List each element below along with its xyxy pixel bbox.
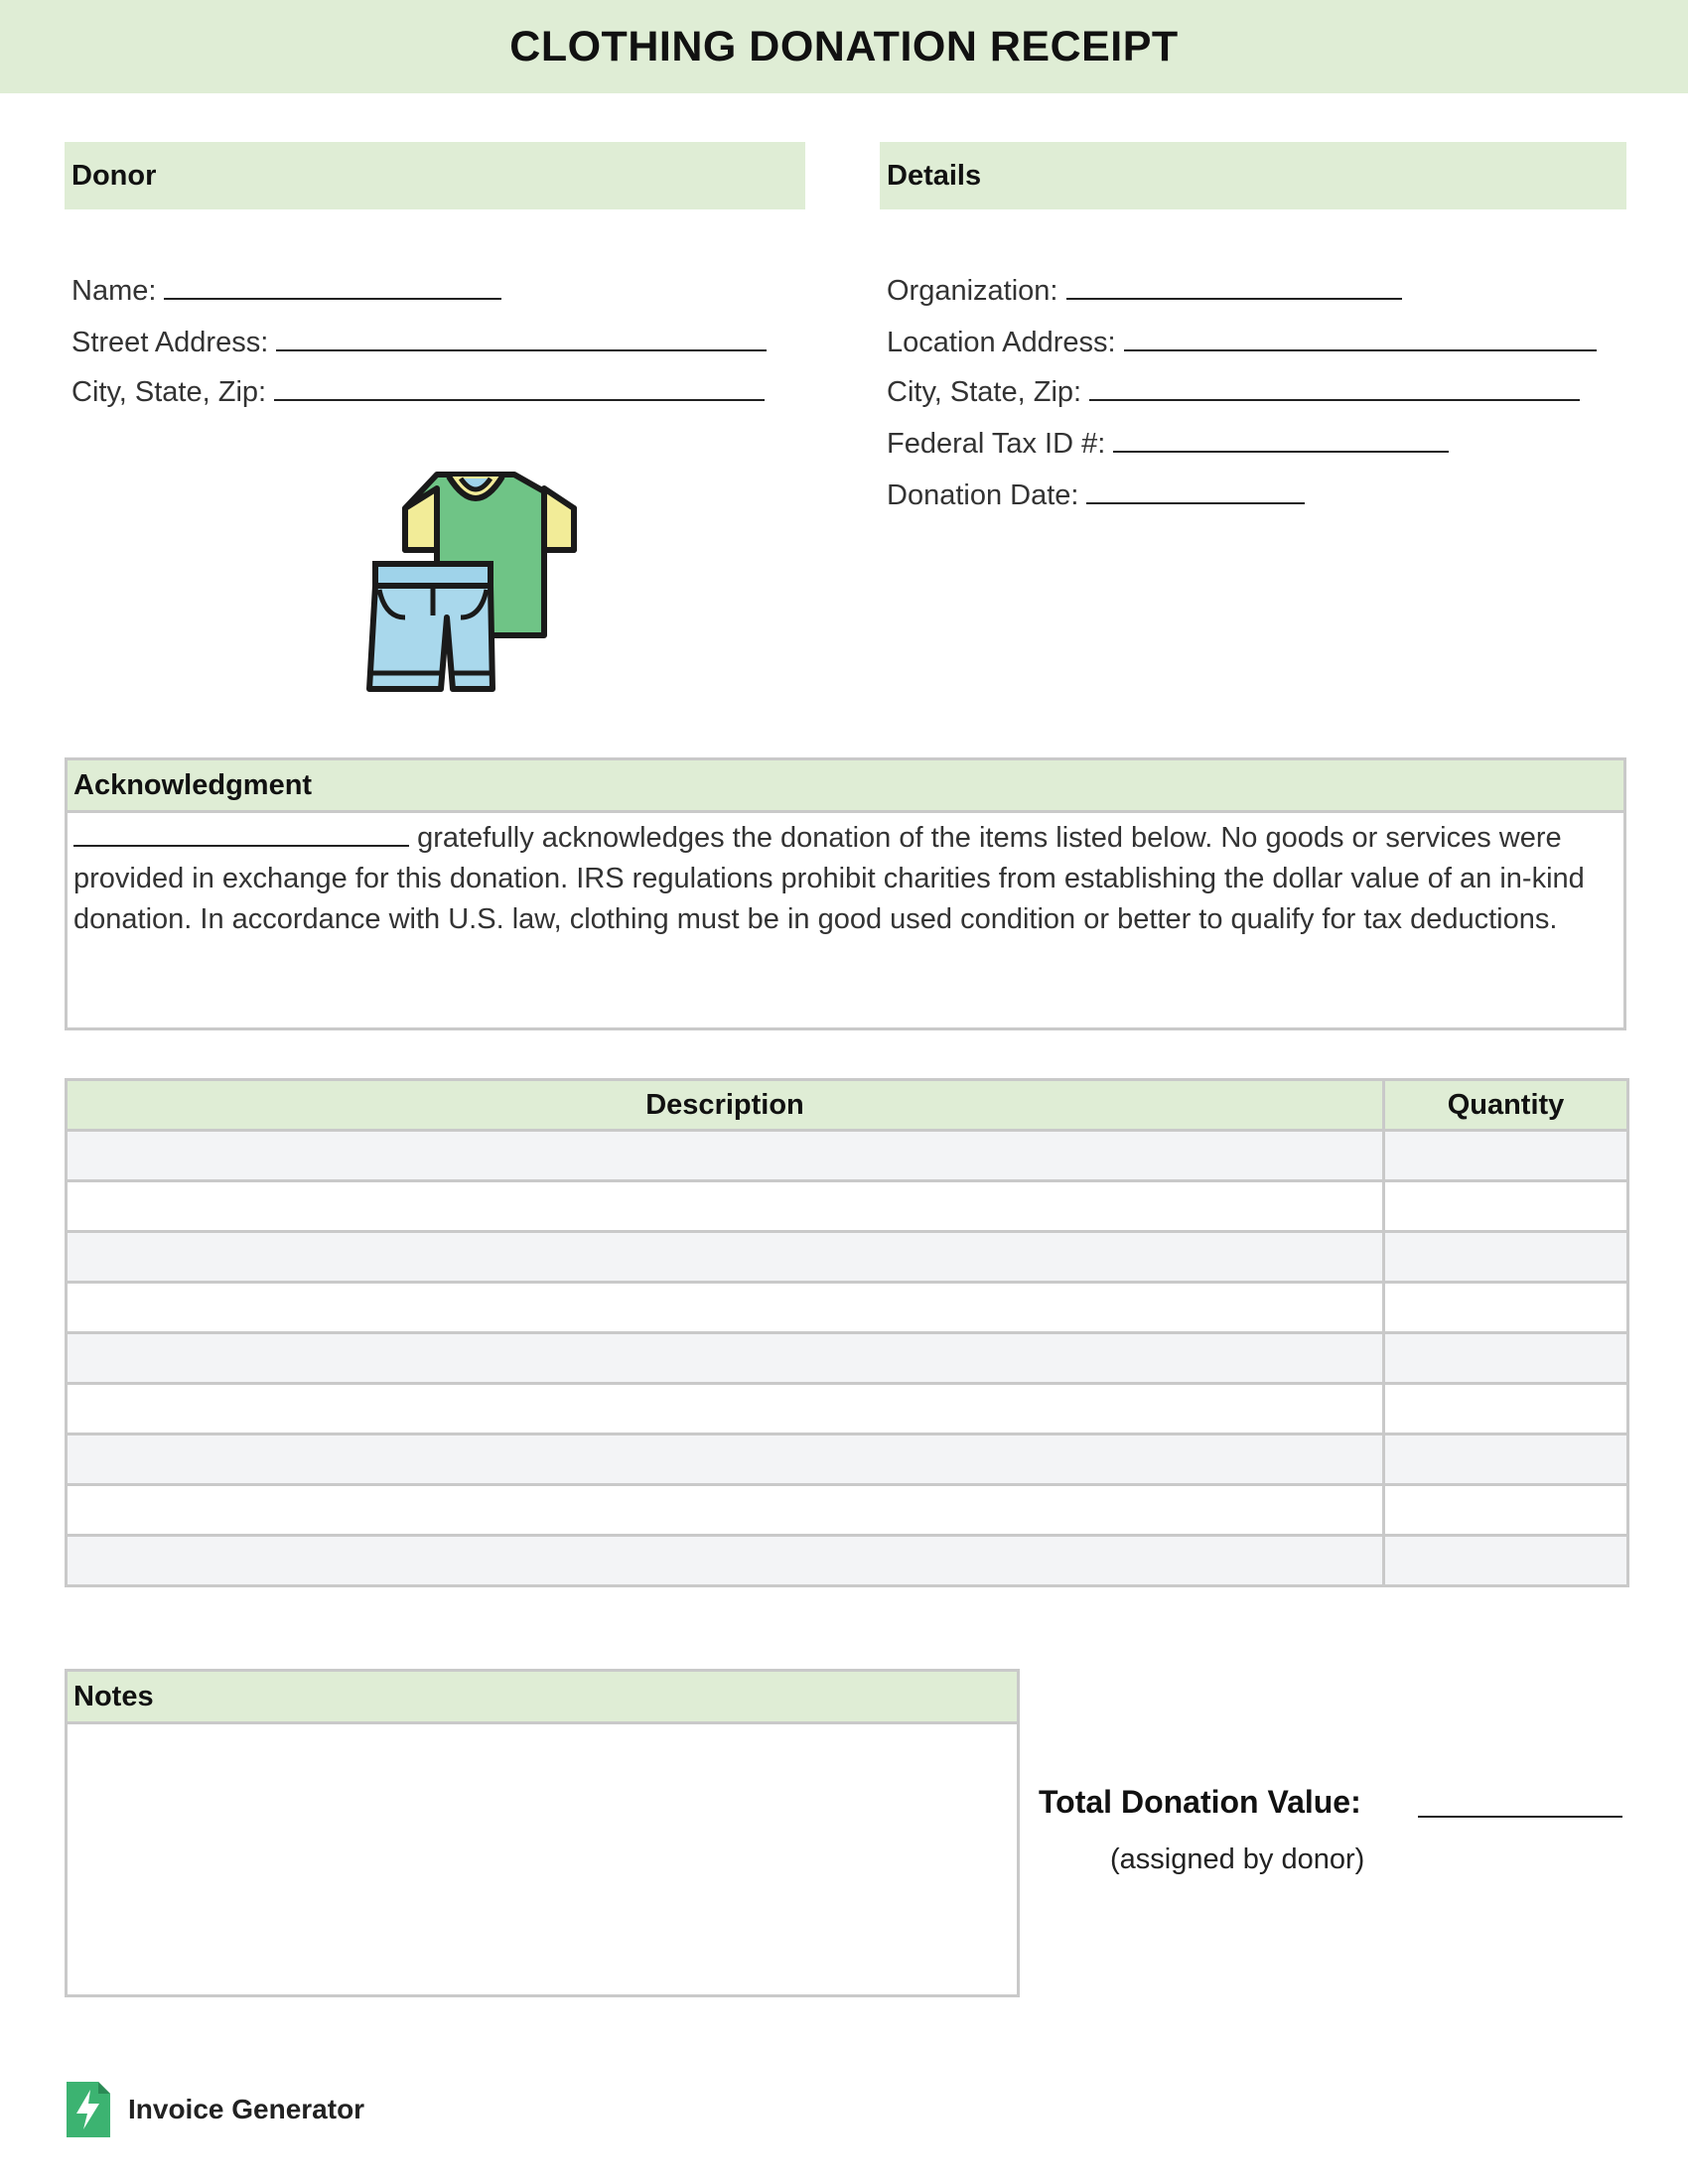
- total-donation-label: Total Donation Value:: [1039, 1784, 1361, 1820]
- tax-id-field[interactable]: [887, 421, 1449, 461]
- donor-name-label: Name:: [71, 275, 157, 307]
- table-row: [67, 1283, 1628, 1333]
- location-line[interactable]: [1124, 320, 1597, 351]
- brand-footer[interactable]: [67, 2082, 364, 2137]
- acknowledgment-text: gratefully acknowledges the donation of the items listed below. No goods or services were provided in exchange for this donation. IRS regulations prohibit charities from establishing the dollar value of an in-kind donation. In accordance with U.S. law, clothing must be in good used condition or better to qualify for tax deductions.: [68, 813, 1623, 944]
- table-row: [67, 1485, 1628, 1536]
- donation-date-label: Donation Date:: [887, 479, 1079, 511]
- quantity-cell[interactable]: [1384, 1232, 1628, 1283]
- donor-city-line[interactable]: [274, 369, 765, 401]
- details-city-field[interactable]: [887, 369, 1580, 409]
- details-city-line[interactable]: [1089, 369, 1580, 401]
- brand-name: Invoice Generator: [128, 2094, 365, 2124]
- total-donation-line[interactable]: [1418, 1816, 1622, 1818]
- details-city-label: City, State, Zip:: [887, 376, 1082, 408]
- location-label: Location Address:: [887, 327, 1116, 358]
- notes-box: [65, 1669, 1020, 1997]
- description-cell[interactable]: [67, 1283, 1384, 1333]
- organization-name-blank[interactable]: [73, 817, 409, 847]
- quantity-cell[interactable]: [1384, 1181, 1628, 1232]
- donation-date-line[interactable]: [1086, 473, 1305, 504]
- table-row: [67, 1536, 1628, 1586]
- description-cell[interactable]: [67, 1536, 1384, 1586]
- description-cell[interactable]: [67, 1485, 1384, 1536]
- tax-id-label: Federal Tax ID #:: [887, 428, 1106, 460]
- tax-id-line[interactable]: [1113, 421, 1449, 453]
- location-field[interactable]: [887, 320, 1597, 359]
- donor-city-label: City, State, Zip:: [71, 376, 267, 408]
- description-cell[interactable]: [67, 1232, 1384, 1283]
- donor-street-line[interactable]: [276, 320, 767, 351]
- organization-line[interactable]: [1066, 268, 1402, 300]
- notes-heading: Notes: [68, 1672, 1017, 1724]
- table-row: [67, 1333, 1628, 1384]
- quantity-cell[interactable]: [1384, 1131, 1628, 1181]
- table-row: [67, 1181, 1628, 1232]
- organization-field[interactable]: [887, 268, 1402, 308]
- table-header-row: [67, 1080, 1628, 1131]
- quantity-cell[interactable]: [1384, 1485, 1628, 1536]
- acknowledgment-box: [65, 757, 1626, 1030]
- acknowledgment-heading: Acknowledgment: [68, 760, 1623, 813]
- donation-date-field[interactable]: [887, 473, 1305, 512]
- table-row: [67, 1131, 1628, 1181]
- details-heading: Details: [880, 142, 1626, 209]
- quantity-cell[interactable]: [1384, 1384, 1628, 1434]
- items-table: [65, 1078, 1629, 1587]
- description-cell[interactable]: [67, 1384, 1384, 1434]
- quantity-cell[interactable]: [1384, 1536, 1628, 1586]
- donor-city-field[interactable]: [71, 369, 765, 409]
- table-row: [67, 1434, 1628, 1485]
- quantity-cell[interactable]: [1384, 1283, 1628, 1333]
- donor-street-label: Street Address:: [71, 327, 269, 358]
- description-cell[interactable]: [67, 1434, 1384, 1485]
- page-title: CLOTHING DONATION RECEIPT: [509, 22, 1179, 70]
- total-donation-sublabel: (assigned by donor): [1110, 1843, 1365, 1875]
- donor-street-field[interactable]: [71, 320, 767, 359]
- clothing-icon: [365, 469, 584, 699]
- description-cell[interactable]: [67, 1333, 1384, 1384]
- description-cell[interactable]: [67, 1181, 1384, 1232]
- description-cell[interactable]: [67, 1131, 1384, 1181]
- lightning-bolt-icon: [67, 2082, 110, 2137]
- quantity-cell[interactable]: [1384, 1333, 1628, 1384]
- organization-label: Organization:: [887, 275, 1058, 307]
- title-band: [0, 0, 1688, 93]
- donor-name-field[interactable]: [71, 268, 501, 308]
- shorts-icon: [369, 564, 492, 689]
- quantity-header: Quantity: [1384, 1080, 1628, 1131]
- notes-area[interactable]: [68, 1724, 1017, 1994]
- quantity-cell[interactable]: [1384, 1434, 1628, 1485]
- table-row: [67, 1232, 1628, 1283]
- donor-name-line[interactable]: [164, 268, 501, 300]
- description-header: Description: [67, 1080, 1384, 1131]
- table-row: [67, 1384, 1628, 1434]
- donor-heading: Donor: [65, 142, 805, 209]
